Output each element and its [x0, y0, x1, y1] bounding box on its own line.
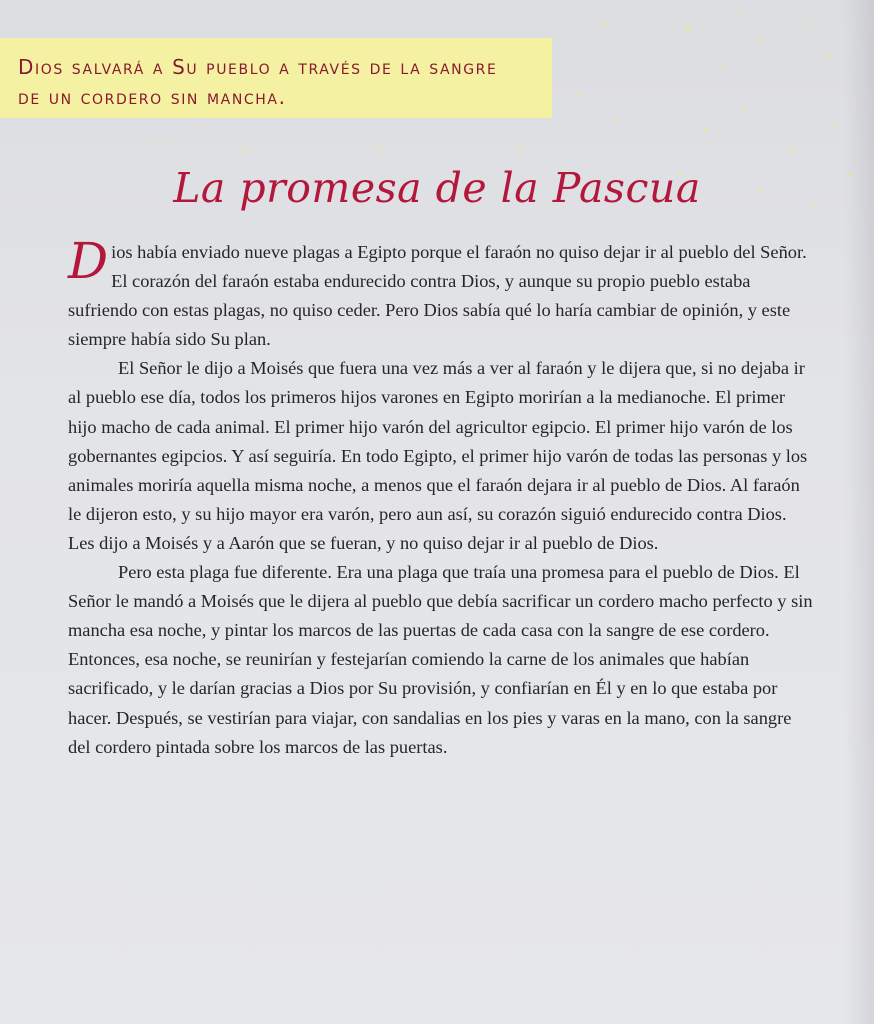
summary-line-1: Dios salvará a Su pueblo a través de la sangre	[18, 55, 498, 79]
paragraph-1	[68, 232, 816, 354]
paragraph-2: El Señor le dijo a Moisés que fuera una vez más a ver al faraón y le dijera que, si no dejaba ir al pueblo ese día, todos los primeros hijos varones en Egipto morirían a la medianoche. El primer hijo macho de cada animal. El primer hijo varón del agricultor egipcio. El primer hijo varón de los gobernantes egipcios. Y así seguiría. En todo Egipto, el primer hijo varón de todas las personas y los animales moriría aquella misma noche, a menos que el faraón dejara ir al pueblo de Dios. Al faraón le dijeron esto, y su hijo mayor era varón, pero aun así, su corazón siguió endurecido contra Dios. Les dijo a Moisés y a Aarón que se fueran, y no quiso dejar ir al pueblo de Dios.	[68, 358, 808, 553]
summary-line-2: de un cordero sin mancha.	[18, 85, 287, 109]
paragraph-3: Pero esta plaga fue diferente. Era una plaga que traía una promesa para el pueblo de Dios. El Señor le mandó a Moisés que le dijera al pueblo que debía sacrificar un cordero macho perfecto y sin mancha esa noche, y pintar los marcos de las puertas de cada casa con la sangre de ese cordero. Entonces, esa noche, se reunirían y festejarían comiendo la carne de los animales que habían sacrificado, y le darían gracias a Dios por Su provisión, y confiarían en Él y en lo que estaba por hacer. Después, se vestirían para viajar, con sandalias en los pies y varas en la mano, con la sangre del cordero pintada sobre los marcos de las puertas.	[68, 562, 813, 757]
paragraph-1-text: ios había enviado nueve plagas a Egipto porque el faraón no quiso dejar ir al pueblo del Señor. El corazón del faraón estaba endurecido contra Dios, y aunque su propio pueblo estaba sufriendo con estas plagas, no quiso ceder. Pero Dios sabía qué lo haría cambiar de opinión, y este siempre había sido Su plan.	[68, 242, 807, 350]
drop-cap: D	[68, 232, 109, 290]
page-edge-shadow	[844, 0, 874, 1024]
story-body	[68, 232, 816, 762]
summary-banner-text	[18, 52, 558, 112]
page-title: La promesa de la Pascua	[173, 164, 701, 212]
